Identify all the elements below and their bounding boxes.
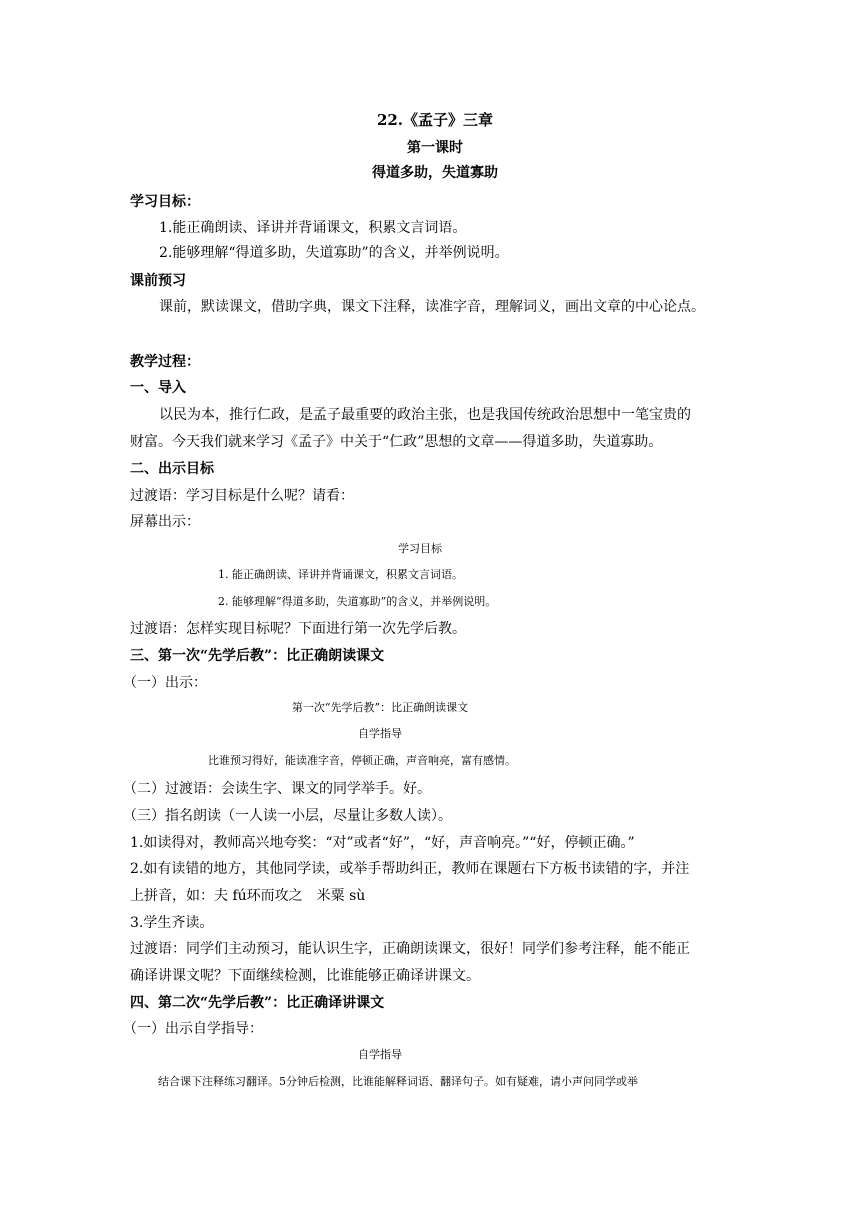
preview-text: 课前，默读课文，借助字典，课文下注释，读准字音，理解词义，画出文章的中心论点。	[159, 299, 705, 315]
point-text: 2.如有读错的地方，其他同学读，或举手帮助纠正，教师在课题右下方板书读错的字，并注	[130, 861, 690, 877]
lesson-title: 得道多助，失道寡助	[372, 165, 498, 181]
guide-text: 结合课下注释练习翻译。5分钟后检测，比谁能解释词语、翻译句子。如有疑难，请小声问同学或举	[158, 1075, 638, 1088]
step-text: （三）指名朗读（一人读一小层，尽量让多数人读）。	[123, 808, 452, 824]
section-heading: 四、第二次“先学后教”：比正确译讲课文	[130, 995, 385, 1011]
step-text: （一）出示自学指导：	[123, 1021, 263, 1037]
objectives-heading: 学习目标：	[130, 194, 200, 210]
guide-subtitle: 自学指导	[358, 727, 402, 740]
transition-text: 过渡语：同学们主动预习，能认识生字，正确朗读课文，很好！同学们参考注释，能不能正	[130, 941, 690, 957]
process-heading: 教学过程：	[130, 354, 200, 370]
point-text: 3.学生齐读。	[130, 915, 214, 931]
section-heading: 三、第一次“先学后教”：比正确朗读课文	[130, 648, 385, 664]
transition-text: 过渡语：学习目标是什么呢？请看：	[130, 488, 354, 504]
screen-box-item: 1. 能正确朗读、译讲并背诵课文，积累文言词语。	[218, 568, 463, 581]
intro-text: 财富。今天我们就来学习《孟子》中关于“仁政”思想的文章——得道多助，失道寡助。	[130, 434, 663, 450]
transition-text: 过渡语：怎样实现目标呢？下面进行第一次先学后教。	[130, 621, 466, 637]
screen-box-title: 学习目标	[398, 542, 442, 555]
guide-title: 第一次“先学后教”：比正确朗读课文	[291, 701, 469, 714]
section-heading: 二、出示目标	[130, 461, 214, 477]
guide-title: 自学指导	[358, 1048, 402, 1061]
point-text: 1.如读得对，教师高兴地夸奖：“对”或者“好”，“好，声音响亮。”“好，停顿正确。”	[130, 835, 635, 851]
step-text: （一）出示：	[123, 675, 207, 691]
guide-text: 比谁预习得好，能读准字音，停顿正确，声音响亮，富有感情。	[208, 754, 516, 767]
screen-box-item: 2. 能够理解“得道多助，失道寡助”的含义，并举例说明。	[218, 595, 497, 608]
preview-heading: 课前预习	[130, 273, 186, 289]
screen-show-label: 屏幕出示：	[130, 514, 200, 530]
document-title: 22.《孟子》三章	[376, 111, 494, 129]
step-text: （二）过渡语：会读生字、课文的同学举手。好。	[123, 781, 431, 797]
transition-text: 确译讲课文呢？下面继续检测，比谁能够正确译讲课文。	[130, 968, 480, 984]
objective-item: 2.能够理解“得道多助，失道寡助”的含义，并举例说明。	[159, 245, 509, 261]
point-text: 上拼音，如：夫 fú环而攻之 米粟 sù	[130, 888, 366, 904]
lesson-subtitle: 第一课时	[407, 140, 463, 156]
section-heading: 一、导入	[130, 380, 186, 396]
intro-text: 以民为本，推行仁政，是孟子最重要的政治主张，也是我国传统政治思想中一笔宝贵的	[159, 407, 691, 423]
objective-item: 1.能正确朗读、译讲并背诵课文，积累文言词语。	[159, 220, 467, 236]
